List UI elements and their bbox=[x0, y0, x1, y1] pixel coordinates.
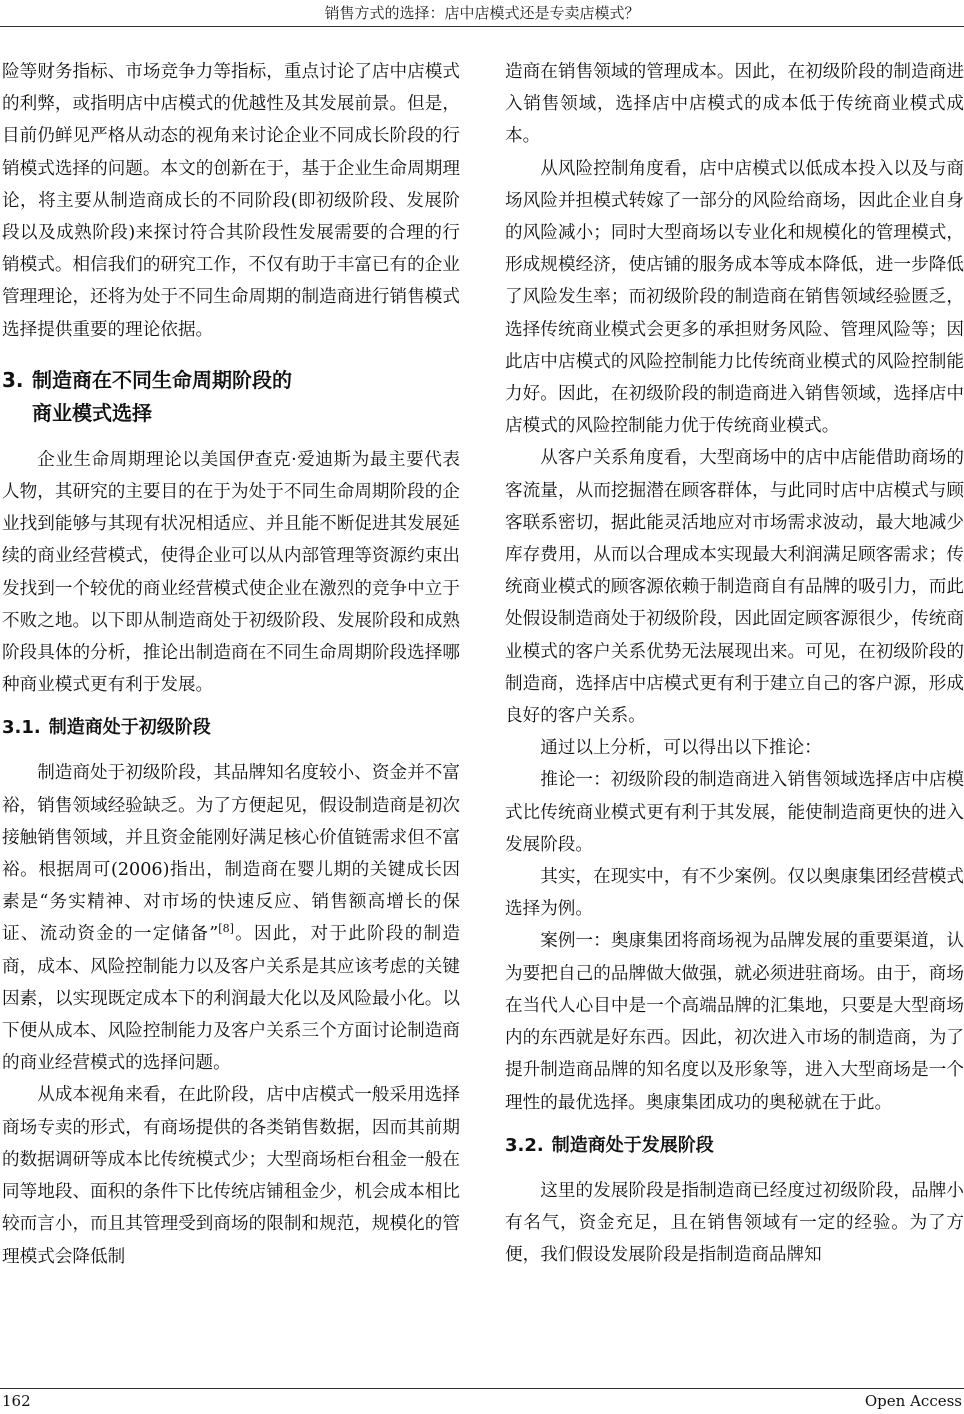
left-column bbox=[2, 56, 460, 1273]
paragraph bbox=[2, 757, 460, 1079]
paragraph: 其实，在现实中，有不少案例。仅以奥康集团经营模式选择为例。 bbox=[505, 867, 964, 920]
subsection-title: 制造商处于初级阶段 bbox=[48, 717, 211, 739]
page-number: 162 bbox=[2, 1392, 31, 1410]
citation-ref[interactable]: [8] bbox=[218, 922, 234, 936]
paragraph: 企业生命周期理论以美国伊查克·爱迪斯为最主要代表人物，其研究的主要目的在于为处于不同生命周期阶段的企业找到能够与其现有状况相适应、并且能不断促进其发展延续的商业经营模式，使得企业可以从内部管理等资源约束出发找到一个较优的商业经营模式使企业在激烈的竞争中立于不败之地。以下即从制造商处于初级阶段、发展阶段和成熟阶段具体的分析，推论出制造商在不同生命周期阶段选择哪种商业模式更有利于发展。 bbox=[2, 449, 460, 696]
section-title-line-2: 商业模式选择 bbox=[32, 400, 152, 425]
subsection-title: 制造商处于发展阶段 bbox=[551, 1134, 714, 1156]
subsection-number: 3.1. bbox=[2, 717, 41, 739]
subsection-number: 3.2. bbox=[505, 1134, 544, 1156]
paragraph: 从客户关系角度看，大型商场中的店中店能借助商场的客流量，从而挖掘潜在顾客群体，与此同时店中店模式与顾客联系密切，据此能灵活地应对市场需求波动，最大地减少库存费用，从而以合理成本实现最大利润满足顾客需求；传统商业模式的顾客源依赖于制造商自有品牌的吸引力，而此处假设制造商处于初级阶段，因此固定顾客源很少，传统商业模式的客户关系优势无法展现出来。可见，在初级阶段的制造商，选择店中店模式更有利于建立自己的客户源，形成良好的客户关系。 bbox=[505, 448, 964, 727]
footer-rule bbox=[0, 1388, 964, 1389]
section-title bbox=[32, 364, 460, 430]
paragraph: 推论一：初级阶段的制造商进入销售领域选择店中店模式比传统商业模式更有利于其发展，能使制造商更快的进入发展阶段。 bbox=[505, 770, 964, 855]
right-column bbox=[505, 56, 964, 1271]
paragraph-text: 制造商处于初级阶段，其品牌知名度较小、资金并不富裕，销售领域经验缺乏。为了方便起见，假设制造商是初次接触销售领域，并且资金能刚好满足核心价值链需求但不富裕。根据周可(2006)指出，制造商在婴儿期的关键成长因素是“务实精神、对市场的快速反应、销售额高增长的保证、流动资金的一定储备” bbox=[2, 763, 460, 945]
section-heading-3 bbox=[2, 364, 460, 430]
paragraph: 通过以上分析，可以得出以下推论： bbox=[540, 738, 822, 759]
paragraph: 这里的发展阶段是指制造商已经度过初级阶段，品牌小有名气，资金充足，且在销售领域有一定的经验。为了方便，我们假设发展阶段是指制造商品牌知 bbox=[505, 1180, 964, 1266]
section-title-line-1: 制造商在不同生命周期阶段的 bbox=[32, 367, 292, 392]
paragraph: 从风险控制角度看，店中店模式以低成本投入以及与商场风险并担模式转嫁了一部分的风险给商场，因此企业自身的风险减小；同时大型商场以专业化和规模化的管理模式，形成规模经济，使店铺的服务成本等成本降低，进一步降低了风险发生率；而初级阶段的制造商在销售领域经验匮乏，选择传统商业模式会更多的承担财务风险、管理风险等；因此店中店模式的风险控制能力比传统商业模式的风险控制能力好。因此，在初级阶段的制造商进入销售领域，选择店中店模式的风险控制能力优于传统商业模式。 bbox=[505, 158, 964, 437]
journal-label: Open Access bbox=[864, 1392, 962, 1410]
paragraph: 险等财务指标、市场竞争力等指标，重点讨论了店中店模式的利弊，或指明店中店模式的优越性及其发展前景。但是，目前仍鲜见严格从动态的视角来讨论企业不同成长阶段的行销模式选择的问题。本文的创新在于，基于企业生命周期理论，将主要从制造商成长的不同阶段(即初级阶段、发展阶段以及成熟阶段)来探讨符合其阶段性发展需要的合理的行销模式。相信我们的研究工作，不仅有助于丰富已有的企业管理理论，还将为处于不同生命周期的制造商进行销售模式选择提供重要的理论依据。 bbox=[2, 62, 460, 340]
running-title: 销售方式的选择：店中店模式还是专卖店模式？ bbox=[324, 4, 640, 22]
paragraph-text: 。因此，对于此阶段的制造商，成本、风险控制能力以及客户关系是其应该考虑的关键因素，以实现既定成本下的利润最大化以及风险最小化。以下便从成本、风险控制能力及客户关系三个方面讨论制造商的商业经营模式的选择问题。 bbox=[2, 924, 460, 1074]
paragraph: 案例一：奥康集团将商场视为品牌发展的重要渠道，认为要把自己的品牌做大做强，就必须进驻商场。由于，商场在当代人心目中是一个高端品牌的汇集地，只要是大型商场内的东西就是好东西。因此，初次进入市场的制造商，为了提升制造商品牌的知名度以及形象等，进入大型商场是一个理性的最优选择。奥康集团成功的奥秘就在于此。 bbox=[505, 931, 964, 1113]
paragraph: 造商在销售领域的管理成本。因此，在初级阶段的制造商进入销售领域，选择店中店模式的成本低于传统商业模式成本。 bbox=[505, 62, 964, 147]
subsection-heading-3-2 bbox=[505, 1131, 964, 1161]
subsection-heading-3-1 bbox=[2, 713, 460, 743]
header-rule bbox=[0, 26, 964, 27]
paragraph: 从成本视角来看，在此阶段，店中店模式一般采用选择商场专卖的形式，有商场提供的各类销售数据，因而其前期的数据调研等成本比传统模式少；大型商场柜台租金一般在同等地段、面积的条件下比传统店铺租金少，机会成本相比较而言小，而且其管理受到商场的限制和规范，规模化的管理模式会降低制 bbox=[2, 1085, 460, 1267]
section-number: 3. bbox=[2, 367, 24, 392]
